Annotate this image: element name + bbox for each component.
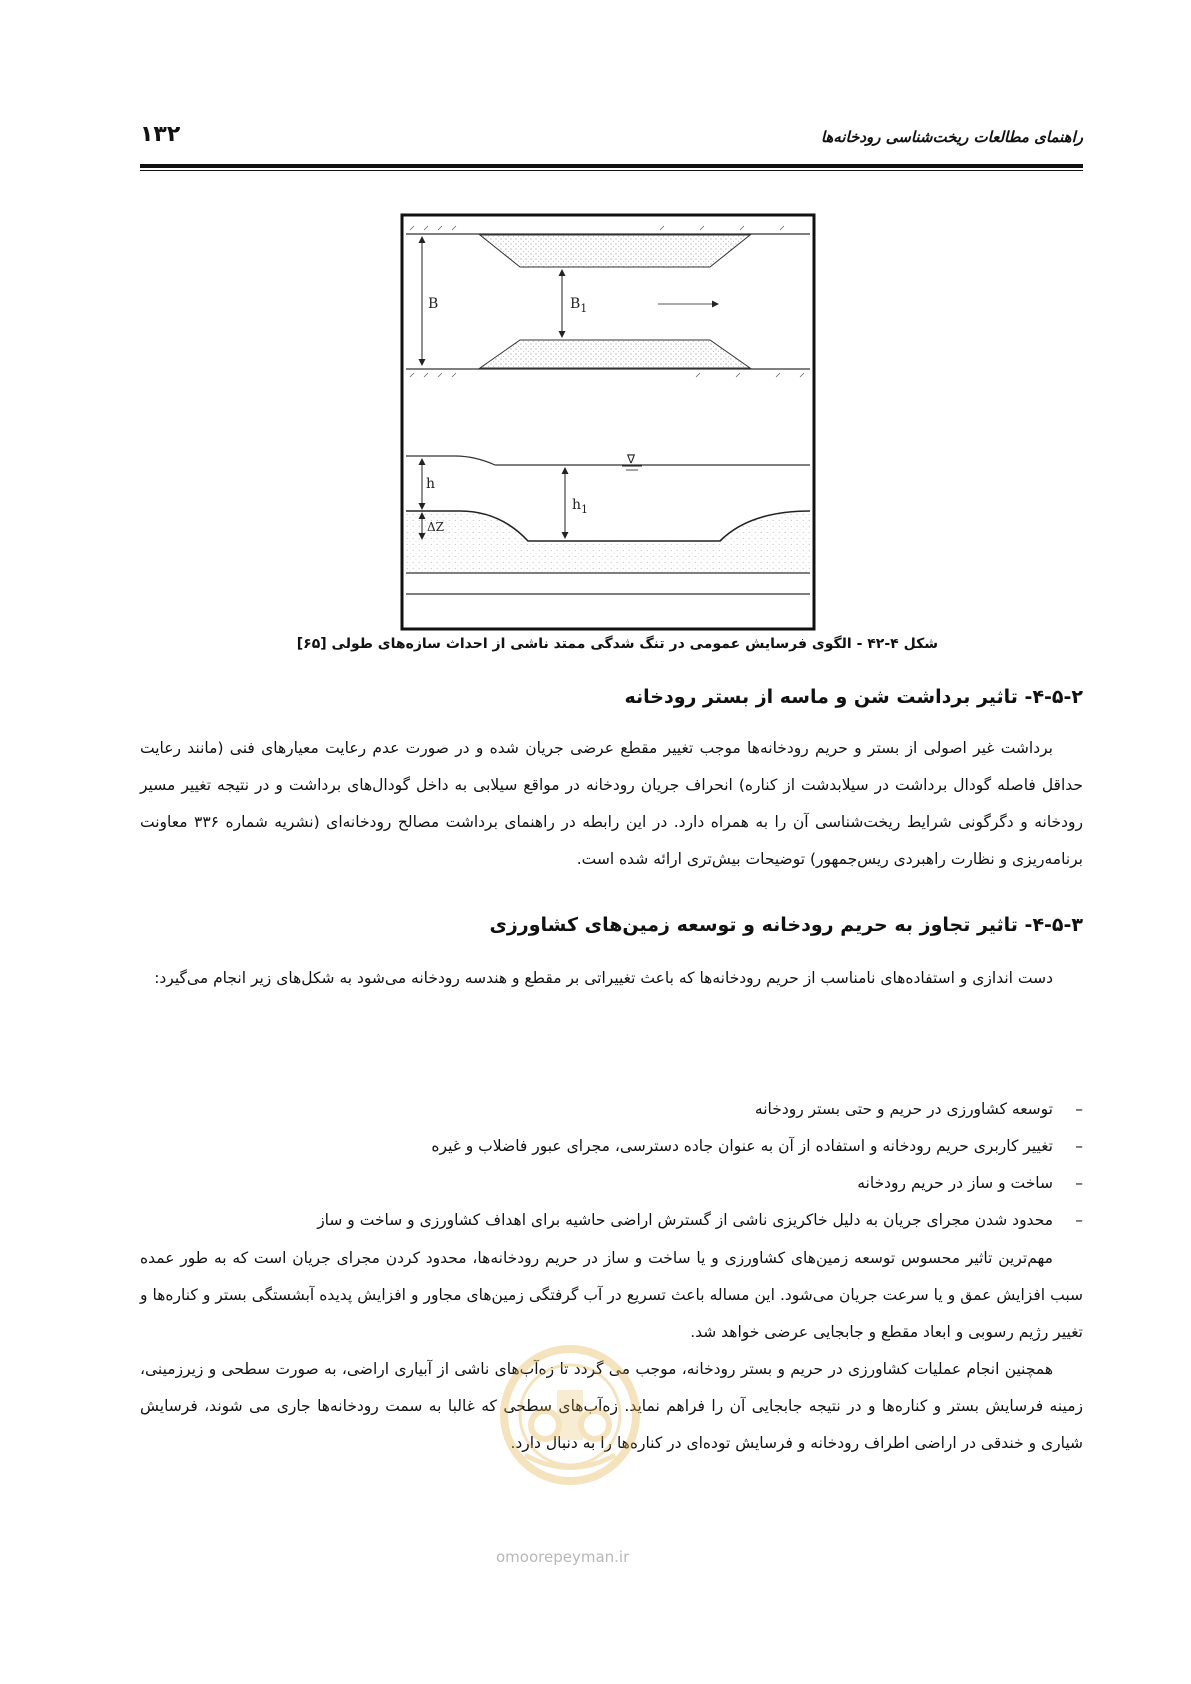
label-h: h: [426, 476, 436, 492]
paragraph-gravel-extraction: برداشت غیر اصولی از بستر و حریم رودخانه‌ها موجب تغییر مقطع عرضی جریان شده و در صورت عدم رعایت معیارهای فنی (مانند رعایت حداقل فاصله گودال برداشت در سیلابدشت از کناره) انحراف جریان رودخانه در مواقع سیلابی به داخل گودال‌های برداشت و در نتیجه تغییر مسیر رودخانه و دگرگونی شرایط ریخت‌شناسی آن را به همراه دارد. در این رابطه در راهنمای برداشت مصالح رودخانه‌ای (نشریه شماره ۳۳۶ معاونت برنامه‌ریزی و نظارت راهبردی ریس‌جمهور) توضیحات بیش‌تری ارائه شده است.: [140, 739, 1083, 868]
label-h1: $h_1$: [572, 497, 589, 516]
plan-view: [406, 226, 810, 377]
bullet-list: [317, 1091, 1083, 1239]
label-b1: $B_1$: [570, 296, 588, 315]
watermark-logo: [495, 1330, 645, 1500]
bullet-marker: –: [1075, 1100, 1083, 1118]
lower-structure: [480, 340, 750, 368]
page-header: [140, 122, 1083, 168]
riverbed: [406, 511, 810, 573]
header-rule-thick: [140, 164, 1083, 168]
bullet-marker: –: [1075, 1211, 1083, 1229]
label-dz: ΔZ: [427, 520, 445, 534]
list-item: –محدود شدن مجرای جریان به دلیل خاکریزی ناشی از گسترش اراضی حاشیه برای اهداف کشاورزی و ساخت و ساز: [317, 1202, 1083, 1239]
upper-structure: [480, 235, 750, 267]
page-number: ۱۳۲: [140, 122, 181, 147]
water-level-symbol: ∇: [627, 452, 636, 466]
profile-view: [406, 452, 810, 594]
paragraph-encroachment-effects: مهم‌ترین تاثیر محسوس توسعه زمین‌های کشاورزی و یا ساخت و ساز در حریم رودخانه‌ها، محدود کردن مجرای جریان است که به طور عمده سبب افزایش عمق و یا سرعت جریان می‌شود. این مساله باعث تسریع در آب گرفتگی زمین‌های مجاور و افزایش پدیده آبشستگی بستر و کناره‌ها و تغییر رژیم رسوبی و ابعاد مقطع و جابجایی عرضی خواهد شد.: [140, 1249, 1083, 1341]
figure-diagram: [400, 213, 816, 631]
paragraph-agriculture-drainage: همچنین انجام عملیات کشاورزی در حریم و بستر رودخانه، موجب می گردد تا زه‌آب‌های ناشی از آبیاری اراضی، به صورت سطحی و زیرزمینی، زمینه فرسایش بستر و کناره‌ها و در نتیجه جابجایی آن را فراهم نماید. زه‌آب‌های سطحی که غالبا به سمت رودخانه‌ها جاری می شوند، فرسایش شیاری و خندقی در اراضی اطراف رودخانه و فرسایش توده‌ای در کناره‌ها را به دنبال دارد.: [140, 1360, 1083, 1452]
bullet-marker: –: [1075, 1137, 1083, 1155]
figure-caption: شکل ۴-۴۲ - الگوی فرسایش عمومی در تنگ شدگی ممتد ناشی از احداث سازه‌های طولی [۶۵]: [296, 636, 938, 652]
section-heading-gravel: ۴-۵-۲- تاثیر برداشت شن و ماسه از بستر رودخانه: [624, 686, 1083, 708]
header-rule-thin: [140, 170, 1083, 171]
water-surface: [406, 456, 810, 465]
list-item: –توسعه کشاورزی در حریم و حتی بستر رودخانه: [317, 1091, 1083, 1128]
paragraph-encroachment-intro: دست اندازی و استفاده‌های نامناسب از حریم رودخانه‌ها که باعث تغییراتی بر مقطع و هندسه رودخانه می‌شود به شکل‌های زیر انجام می‌گیرد:: [154, 969, 1053, 987]
list-item: –ساخت و ساز در حریم رودخانه: [317, 1165, 1083, 1202]
section-heading-encroachment: ۴-۵-۳- تاثیر تجاوز به حریم رودخانه و توسعه زمین‌های کشاورزی: [489, 914, 1083, 936]
label-b: B: [428, 296, 439, 312]
bullet-marker: –: [1075, 1174, 1083, 1192]
list-item: –تغییر کاربری حریم رودخانه و استفاده از آن به عنوان جاده دسترسی، مجرای عبور فاضلاب و غیره: [317, 1128, 1083, 1165]
running-title: راهنمای مطالعات ریخت‌شناسی رودخانه‌ها: [820, 128, 1083, 146]
watermark-site: omoorepeyman.ir: [496, 1548, 630, 1566]
